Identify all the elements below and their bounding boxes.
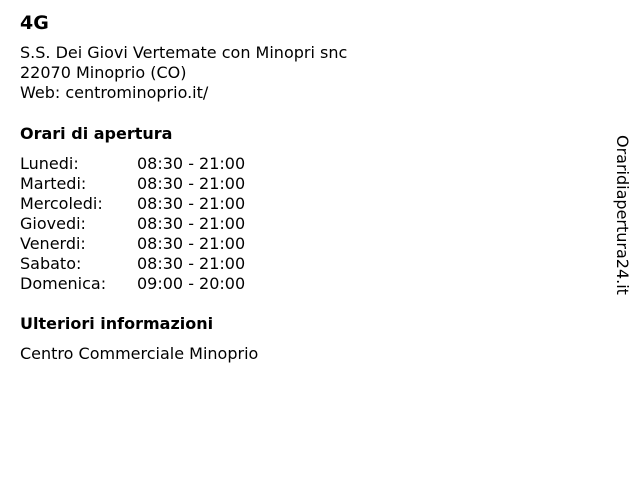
day-label: Venerdi: [20, 234, 86, 253]
hours-row-saturday [20, 254, 280, 274]
additional-info-heading: Ulteriori informazioni [20, 314, 214, 333]
day-label: Domenica: [20, 274, 107, 293]
day-label: Lunedi: [20, 154, 79, 173]
hours-row-friday [20, 234, 280, 254]
opening-hours-table [20, 154, 280, 294]
day-label: Giovedi: [20, 214, 86, 233]
day-label: Mercoledi: [20, 194, 103, 213]
website-link[interactable]: Web: centrominoprio.it/ [20, 83, 209, 102]
store-address [20, 43, 347, 103]
hours-row-monday [20, 154, 280, 174]
hours-row-tuesday [20, 174, 280, 194]
opening-hours-heading: Orari di apertura [20, 124, 173, 143]
time-range: 08:30 - 21:00 [137, 154, 246, 173]
hours-row-sunday [20, 274, 280, 294]
hours-row-wednesday [20, 194, 280, 214]
time-range: 08:30 - 21:00 [137, 254, 246, 273]
additional-info-text: Centro Commerciale Minoprio [20, 344, 259, 363]
hours-row-thursday [20, 214, 280, 234]
day-label: Sabato: [20, 254, 82, 273]
time-range: 08:30 - 21:00 [137, 194, 246, 213]
time-range: 08:30 - 21:00 [137, 214, 246, 233]
time-range: 08:30 - 21:00 [137, 234, 246, 253]
time-range: 09:00 - 20:00 [137, 274, 246, 293]
address-street: S.S. Dei Giovi Vertemate con Minopri snc [20, 43, 348, 62]
day-label: Martedi: [20, 174, 87, 193]
time-range: 08:30 - 21:00 [137, 174, 246, 193]
brand-watermark: Oraridiapertura24.it [613, 135, 632, 295]
store-title: 4G [20, 12, 49, 34]
address-city: 22070 Minoprio (CO) [20, 63, 187, 82]
